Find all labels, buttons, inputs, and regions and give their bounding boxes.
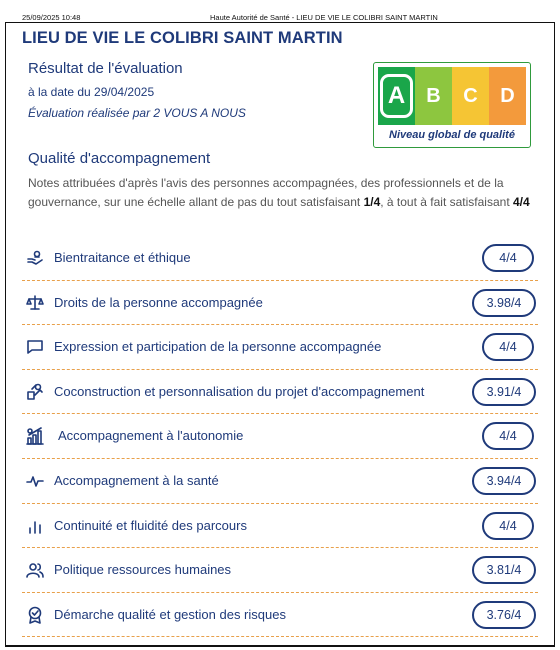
criterion-row [22,325,538,370]
quality-grade-badge [373,62,531,148]
criterion-label: Bientraitance et éthique [54,250,191,265]
notes-min-score: 1/4 [363,195,381,209]
evaluation-author: Évaluation réalisée par 2 VOUS A NOUS [28,106,246,120]
speech-bubble-icon [26,338,44,356]
grade-d: D [489,67,526,125]
notes-max-score: 4/4 [513,195,530,209]
people-icon [26,561,44,579]
quality-notes [28,174,533,212]
criterion-label: Politique ressources humaines [54,562,232,578]
notes-text-middle: , à tout à fait satisfaisant [380,195,513,209]
quality-title: Qualité d'accompagnement [28,150,211,167]
criterion-label: Accompagnement à la santé [54,472,219,488]
criterion-row [22,593,538,638]
criterion-label: Expression et participation de la personne accompagnée [54,339,382,355]
quality-badge-icon [26,606,44,624]
grade-scale [378,67,526,125]
criterion-score: 3.81/4 [472,556,536,584]
criterion-score: 3.94/4 [472,467,536,495]
grade-c: C [452,67,489,125]
criterion-label: Démarche qualité et gestion des risques [54,606,286,622]
print-date: 25/09/2025 10:48 [22,13,81,22]
criterion-row [22,370,538,415]
grade-a-selected: A [380,74,413,118]
criterion-score: 3.98/4 [472,289,536,317]
grade-a [378,67,415,125]
criteria-list [22,236,538,637]
autonomy-chart-icon [26,427,44,445]
criterion-score: 3.91/4 [472,378,536,406]
notes-text-start: Notes attribuées d'après l'avis des personnes accompagnées, des professionnels et de la gouvernance, sur une échelle allant de pas du tout satisfaisant [28,176,504,209]
criterion-score: 3.76/4 [472,601,536,629]
bar-chart-icon [26,517,44,535]
criterion-score: 4/4 [482,244,534,272]
evaluation-date: à la date du 29/04/2025 [28,85,155,99]
criterion-score: 4/4 [482,422,534,450]
criterion-row [22,459,538,504]
criterion-label: Coconstruction et personnalisation du projet d'accompagnement [54,383,425,399]
page-title: LIEU DE VIE LE COLIBRI SAINT MARTIN [22,29,343,47]
criterion-row [22,414,538,459]
pulse-icon [26,472,44,490]
personalization-icon [26,383,44,401]
criterion-label: Accompagnement à l'autonomie [58,428,244,444]
hands-care-icon [26,249,44,267]
criterion-label: Droits de la personne accompagnée [54,294,263,310]
criterion-row [22,548,538,593]
grade-caption: Niveau global de qualité [389,129,515,141]
balance-scale-icon [26,294,44,312]
grade-b: B [415,67,452,125]
criterion-score: 4/4 [482,333,534,361]
criterion-label: Continuité et fluidité des parcours [54,517,247,533]
criterion-row [22,236,538,281]
print-title: Haute Autorité de Santé - LIEU DE VIE LE COLIBRI SAINT MARTIN [210,13,438,22]
criterion-score: 4/4 [482,512,534,540]
criterion-row [22,281,538,326]
criterion-row [22,504,538,549]
evaluation-title: Résultat de l'évaluation [28,60,183,77]
